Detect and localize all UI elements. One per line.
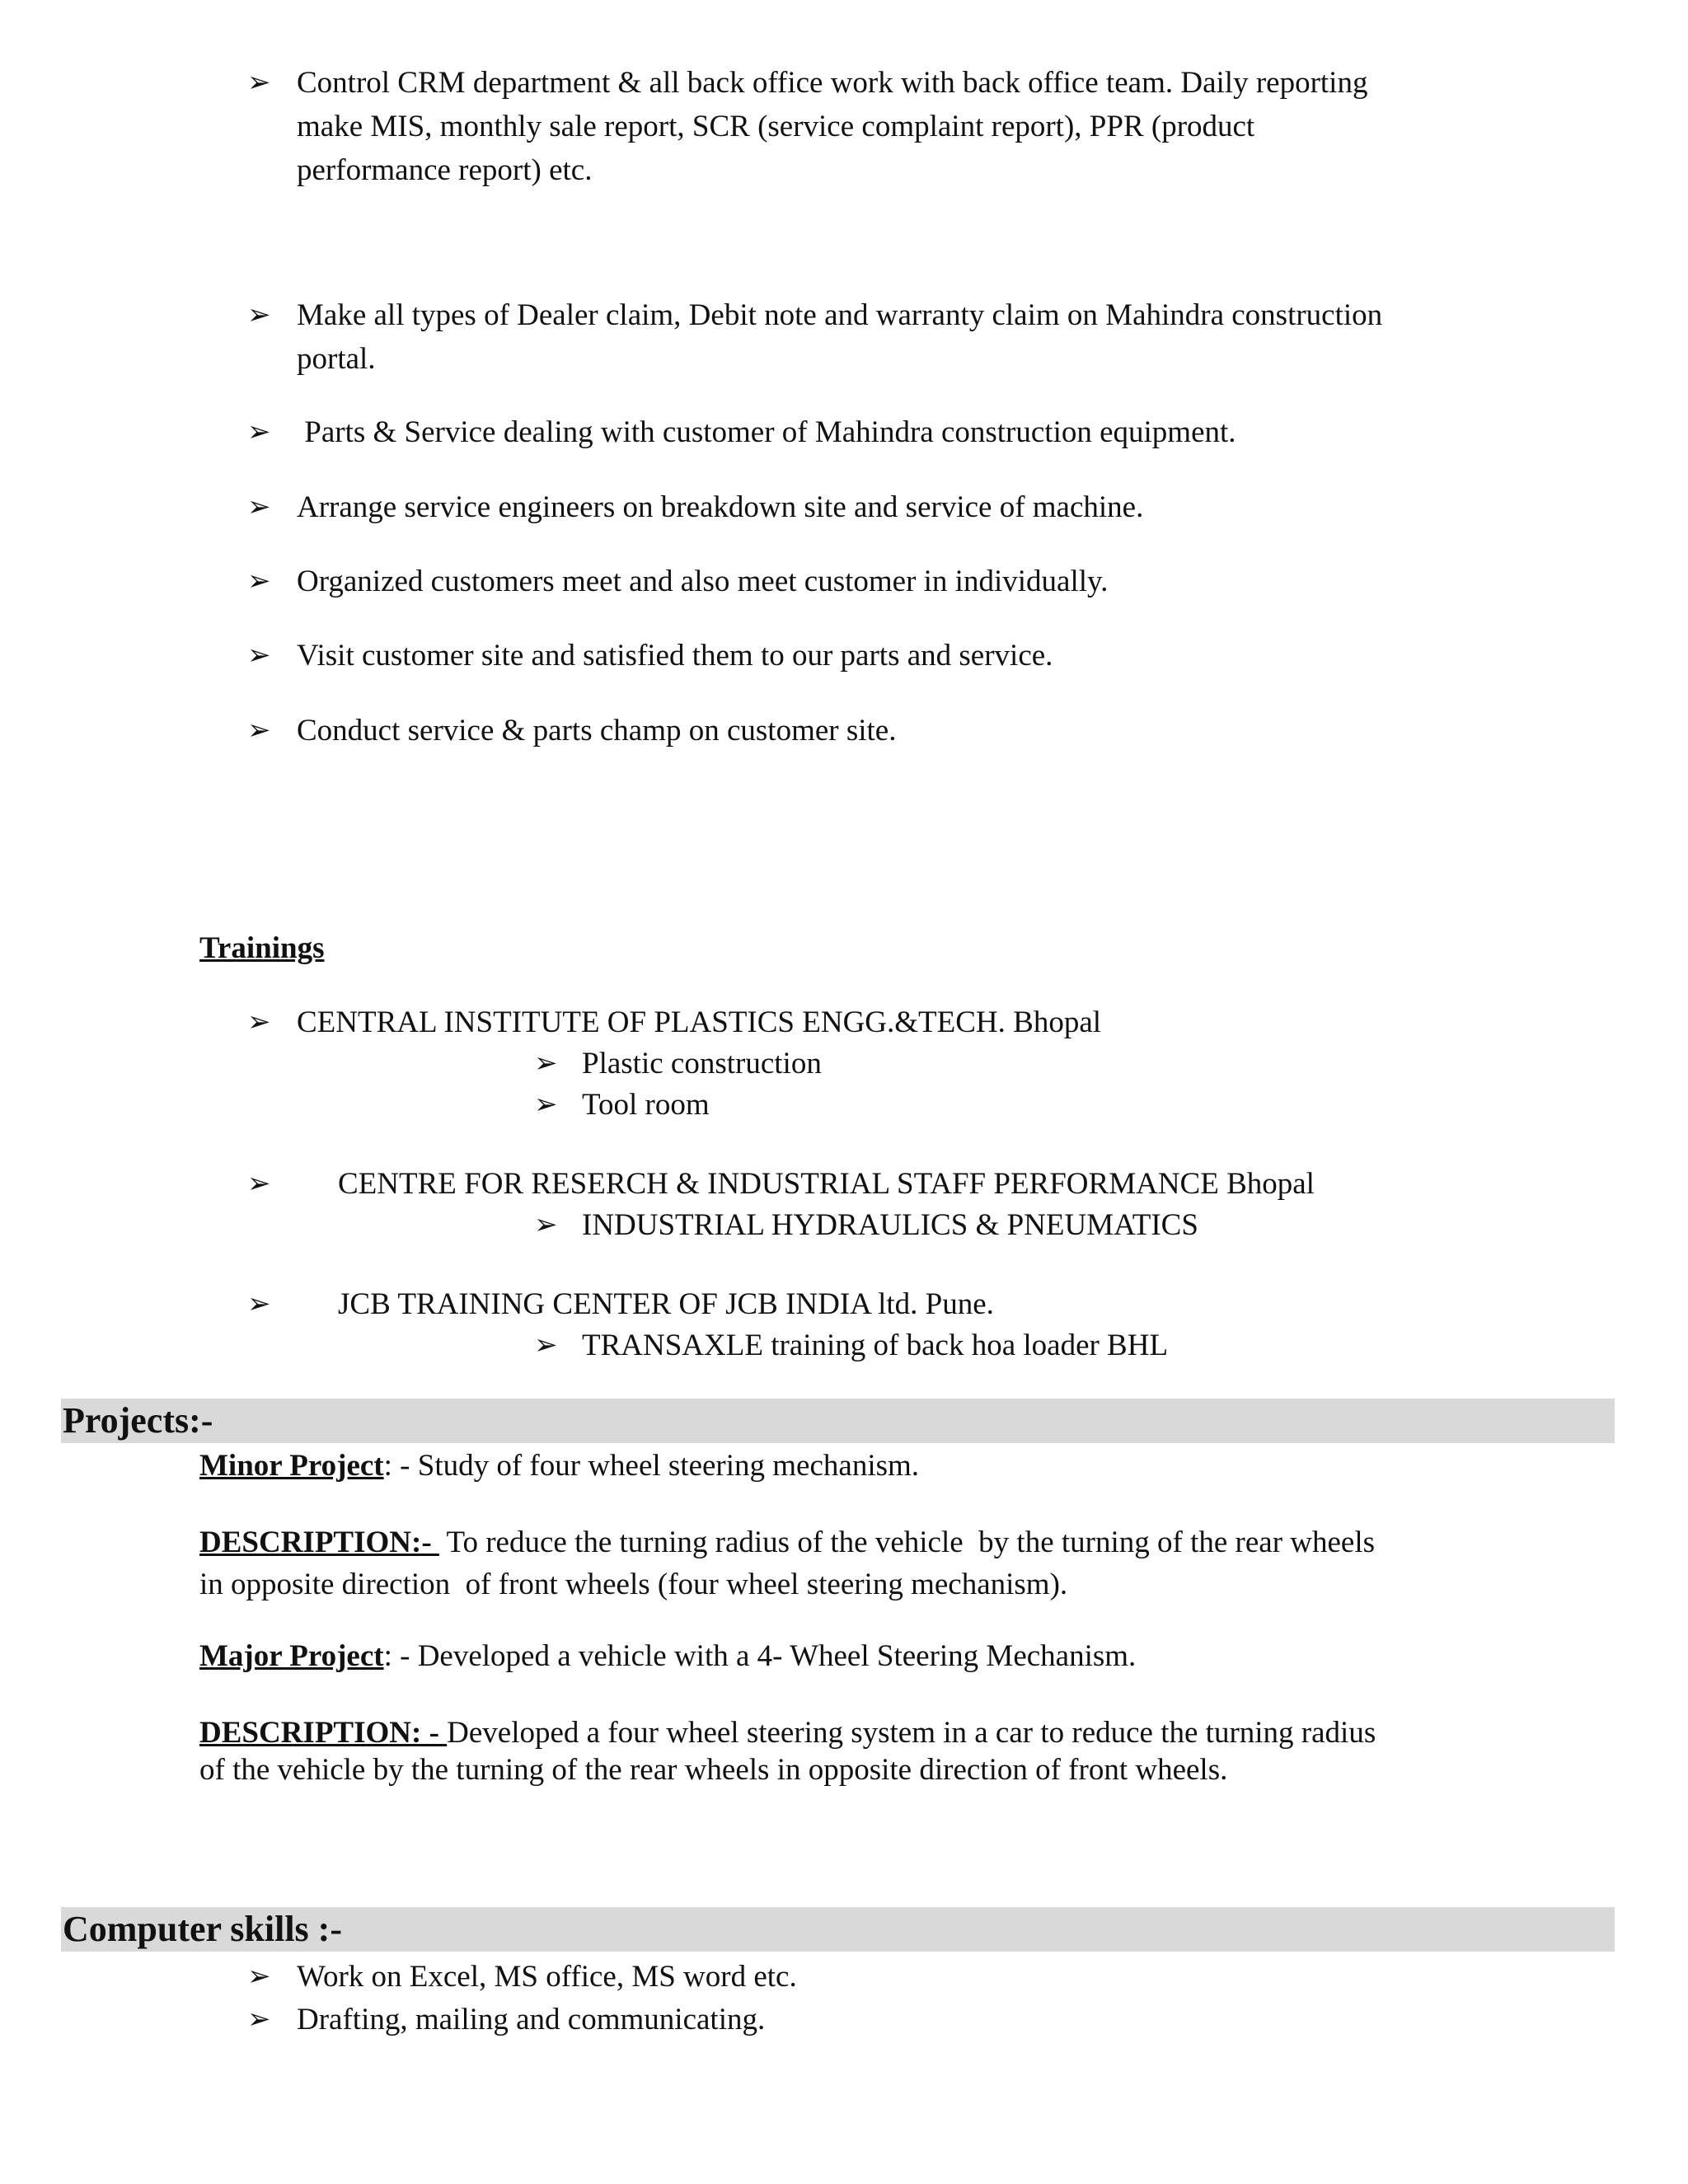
arrow-bullet-icon: ➢ [247,714,271,747]
bullet-text: Control CRM department & all back office work with back office team. Daily reporting [297,66,1368,100]
minor-project-text: : - Study of four wheel steering mechanism. [383,1449,920,1483]
training-sub-text: INDUSTRIAL HYDRAULICS & PNEUMATICS [582,1208,1198,1242]
arrow-bullet-icon: ➢ [247,66,271,99]
arrow-bullet-icon: ➢ [247,490,271,523]
arrow-bullet-icon: ➢ [247,639,271,672]
arrow-bullet-icon: ➢ [247,1005,271,1038]
arrow-bullet-icon: ➢ [534,1047,558,1080]
description-label: DESCRIPTION: - [199,1716,448,1750]
bullet-text: Organized customers meet and also meet customer in individually. [297,565,1109,598]
major-project-label: Major Project [199,1639,384,1673]
major-project-description-cont: of the vehicle by the turning of the rear wheels in opposite direction of front wheels. [199,1753,1228,1787]
arrow-bullet-icon: ➢ [247,1287,271,1320]
minor-project-description-cont: in opposite direction of front wheels (four wheel steering mechanism). [199,1568,1068,1601]
bullet-text: Conduct service & parts champ on customer site. [297,714,897,748]
arrow-bullet-icon: ➢ [247,1960,271,1993]
skill-text: Work on Excel, MS office, MS word etc. [297,1960,797,1994]
section-header-bar [61,1399,1615,1443]
training-institute: CENTRAL INSTITUTE OF PLASTICS ENGG.&TECH. Bhopal [297,1005,1102,1039]
description-text: To reduce the turning radius of the vehicle by the turning of the rear wheels [438,1526,1376,1559]
computer-skills-title: Computer skills :- [63,1909,342,1949]
training-sub-text: Tool room [582,1088,710,1122]
bullet-text: Make all types of Dealer claim, Debit note and warranty claim on Mahindra construction [297,298,1383,332]
arrow-bullet-icon: ➢ [534,1088,558,1121]
skill-text: Drafting, mailing and communicating. [297,2003,766,2036]
bullet-text: portal. [297,342,376,376]
training-institute: CENTRE FOR RESERCH & INDUSTRIAL STAFF PERFORMANCE Bhopal [338,1167,1315,1201]
training-sub-text: TRANSAXLE training of back hoa loader BHL [582,1329,1169,1362]
bullet-text: Visit customer site and satisfied them to our parts and service. [297,639,1053,673]
arrow-bullet-icon: ➢ [247,415,271,448]
description-label: DESCRIPTION:- [199,1526,439,1559]
arrow-bullet-icon: ➢ [247,2003,271,2036]
training-sub-text: Plastic construction [582,1047,822,1080]
major-project-text: : - Developed a vehicle with a 4- Wheel Steering Mechanism. [383,1639,1137,1673]
minor-project-label: Minor Project [199,1449,384,1483]
major-project [199,1634,1136,1678]
minor-project [199,1444,919,1488]
trainings-heading: Trainings [199,931,325,965]
description-text: Developed a four wheel steering system in a car to reduce the turning radius [447,1716,1376,1750]
bullet-text: Parts & Service dealing with customer of Mahindra construction equipment. [297,415,1236,449]
bullet-text: make MIS, monthly sale report, SCR (service complaint report), PPR (product [297,110,1255,143]
projects-title: Projects:- [63,1400,213,1441]
training-institute: JCB TRAINING CENTER OF JCB INDIA ltd. Pune. [338,1287,994,1321]
arrow-bullet-icon: ➢ [247,298,271,331]
arrow-bullet-icon: ➢ [247,1167,271,1200]
minor-project-description [199,1521,1375,1564]
bullet-text: performance report) etc. [297,153,593,187]
arrow-bullet-icon: ➢ [534,1329,558,1361]
arrow-bullet-icon: ➢ [247,565,271,598]
arrow-bullet-icon: ➢ [534,1208,558,1241]
bullet-text: Arrange service engineers on breakdown site and service of machine. [297,490,1144,524]
